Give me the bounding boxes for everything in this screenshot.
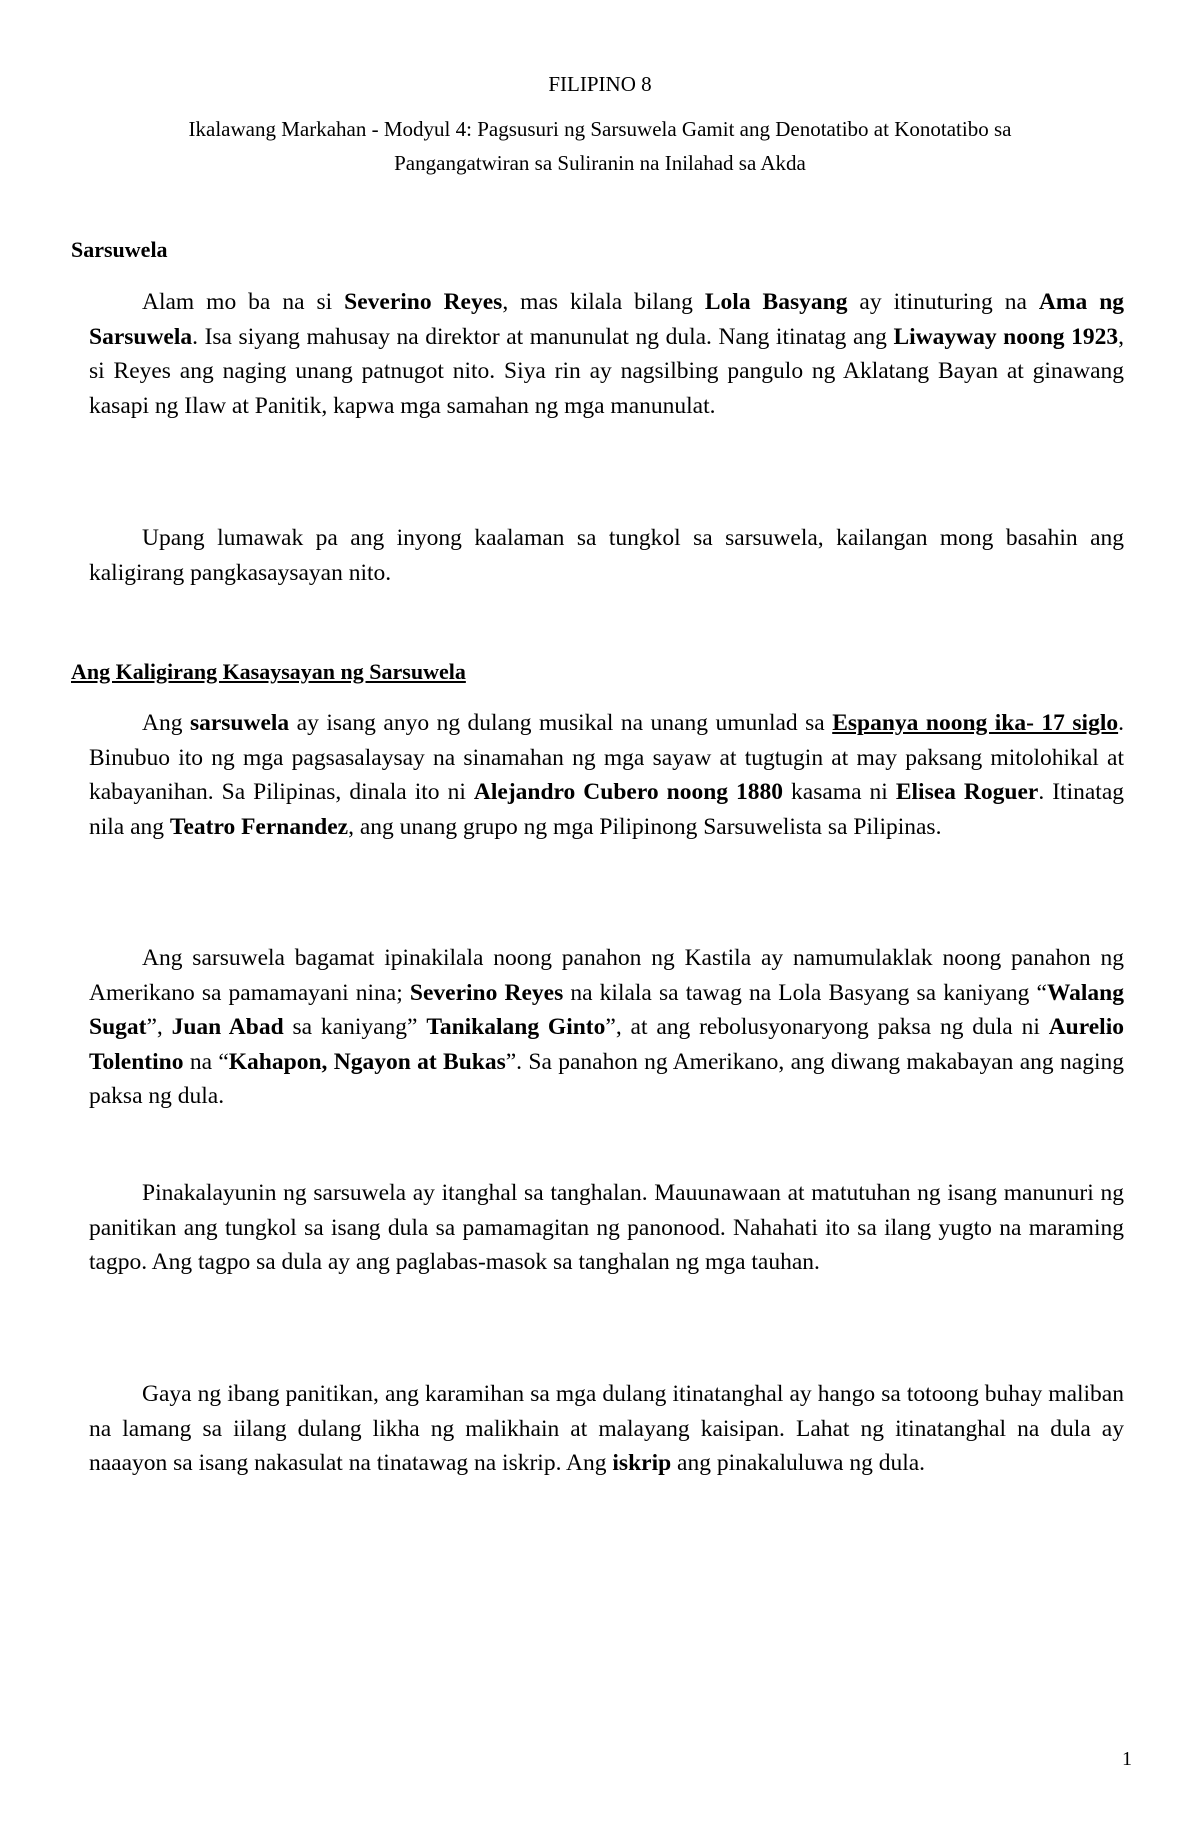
subtitle-line-2: Pangangatwiran sa Suliranin na Inilahad sa Akda <box>394 151 806 175</box>
subtitle-line-1: Ikalawang Markahan - Modyul 4: Pagsusuri ng Sarsuwela Gamit ang Denotatibo at Konotatibo sa <box>188 117 1012 141</box>
document-title: FILIPINO 8 <box>548 72 652 96</box>
document-subtitle <box>0 112 1200 180</box>
paragraph-pinakalayunin: Pinakalayunin ng sarsuwela ay itanghal sa tanghalan. Mauunawaan at matutuhan ng isang manunuri ng panitikan ang tungkol sa isang dula sa pamamagitan ng panonood. Nahahati ito sa ilang yugto na maraming tagpo. Ang tagpo sa dula ay ang paglabas-masok sa tanghalan ng mga tauhan. <box>89 1180 1124 1275</box>
paragraph-severino-reyes: Alam mo ba na si Severino Reyes, mas kilala bilang Lola Basyang ay itinuturing na Ama ng Sarsuwela. Isa siyang mahusay na direktor at manunulat ng dula. Nang itinatag ang Liwayway noong 1923, si Reyes ang naging unang patnugot nito. Siya rin ay nagsilbing pangulo ng Aklatang Bayan at ginawang kasapi ng Ilaw at Panitik, kapwa mga samahan ng mga manunulat. <box>89 289 1125 419</box>
paragraph-sarsuwela-origin: Ang sarsuwela ay isang anyo ng dulang musikal na unang umunlad sa Espanya noong ika- 17 siglo. Binubuo ito ng mga pagsasalaysay na sinamahan ng mga sayaw at tugtugin at may paksang mitolohikal at kabayanihan. Sa Pilipinas, dinala ito ni Alejandro Cubero noong 1880 kasama ni Elisea Roguer. Itinatag nila ang Teatro Fernandez, ang unang grupo ng mga Pilipinong Sarsuwelista sa Pilipinas. <box>89 710 1124 840</box>
section-heading-kaligiran: Ang Kaligirang Kasaysayan ng Sarsuwela <box>71 659 466 684</box>
paragraph-american-period: Ang sarsuwela bagamat ipinakilala noong panahon ng Kastila ay namumulaklak noong panahon ng Amerikano sa pamamayani nina; Severino Reyes na kilala sa tawag na Lola Basyang sa kaniyang “Walang Sugat”, Juan Abad sa kaniyang” Tanikalang Ginto”, at ang rebolusyonaryong paksa ng dula ni Aurelio Tolentino na “Kahapon, Ngayon at Bukas”. Sa panahon ng Amerikano, ang diwang makabayan ang naging paksa ng dula. <box>89 945 1125 1109</box>
paragraph-kaligiran-intro: Upang lumawak pa ang inyong kaalaman sa tungkol sa sarsuwela, kailangan mong basahin ang kaligirang pangkasaysayan nito. <box>89 525 1124 586</box>
paragraph-iskrip: Gaya ng ibang panitikan, ang karamihan sa mga dulang itinatanghal ay hango sa totoong buhay maliban na lamang sa iilang dulang likha ng malikhain at malayang kaisipan. Lahat ng itinatanghal na dula ay naaayon sa isang nakasulat na tinatawag na iskrip. Ang iskrip ang pinakaluluwa ng dula. <box>89 1381 1124 1476</box>
section-heading-sarsuwela: Sarsuwela <box>71 237 168 262</box>
page-number: 1 <box>1122 1748 1132 1770</box>
